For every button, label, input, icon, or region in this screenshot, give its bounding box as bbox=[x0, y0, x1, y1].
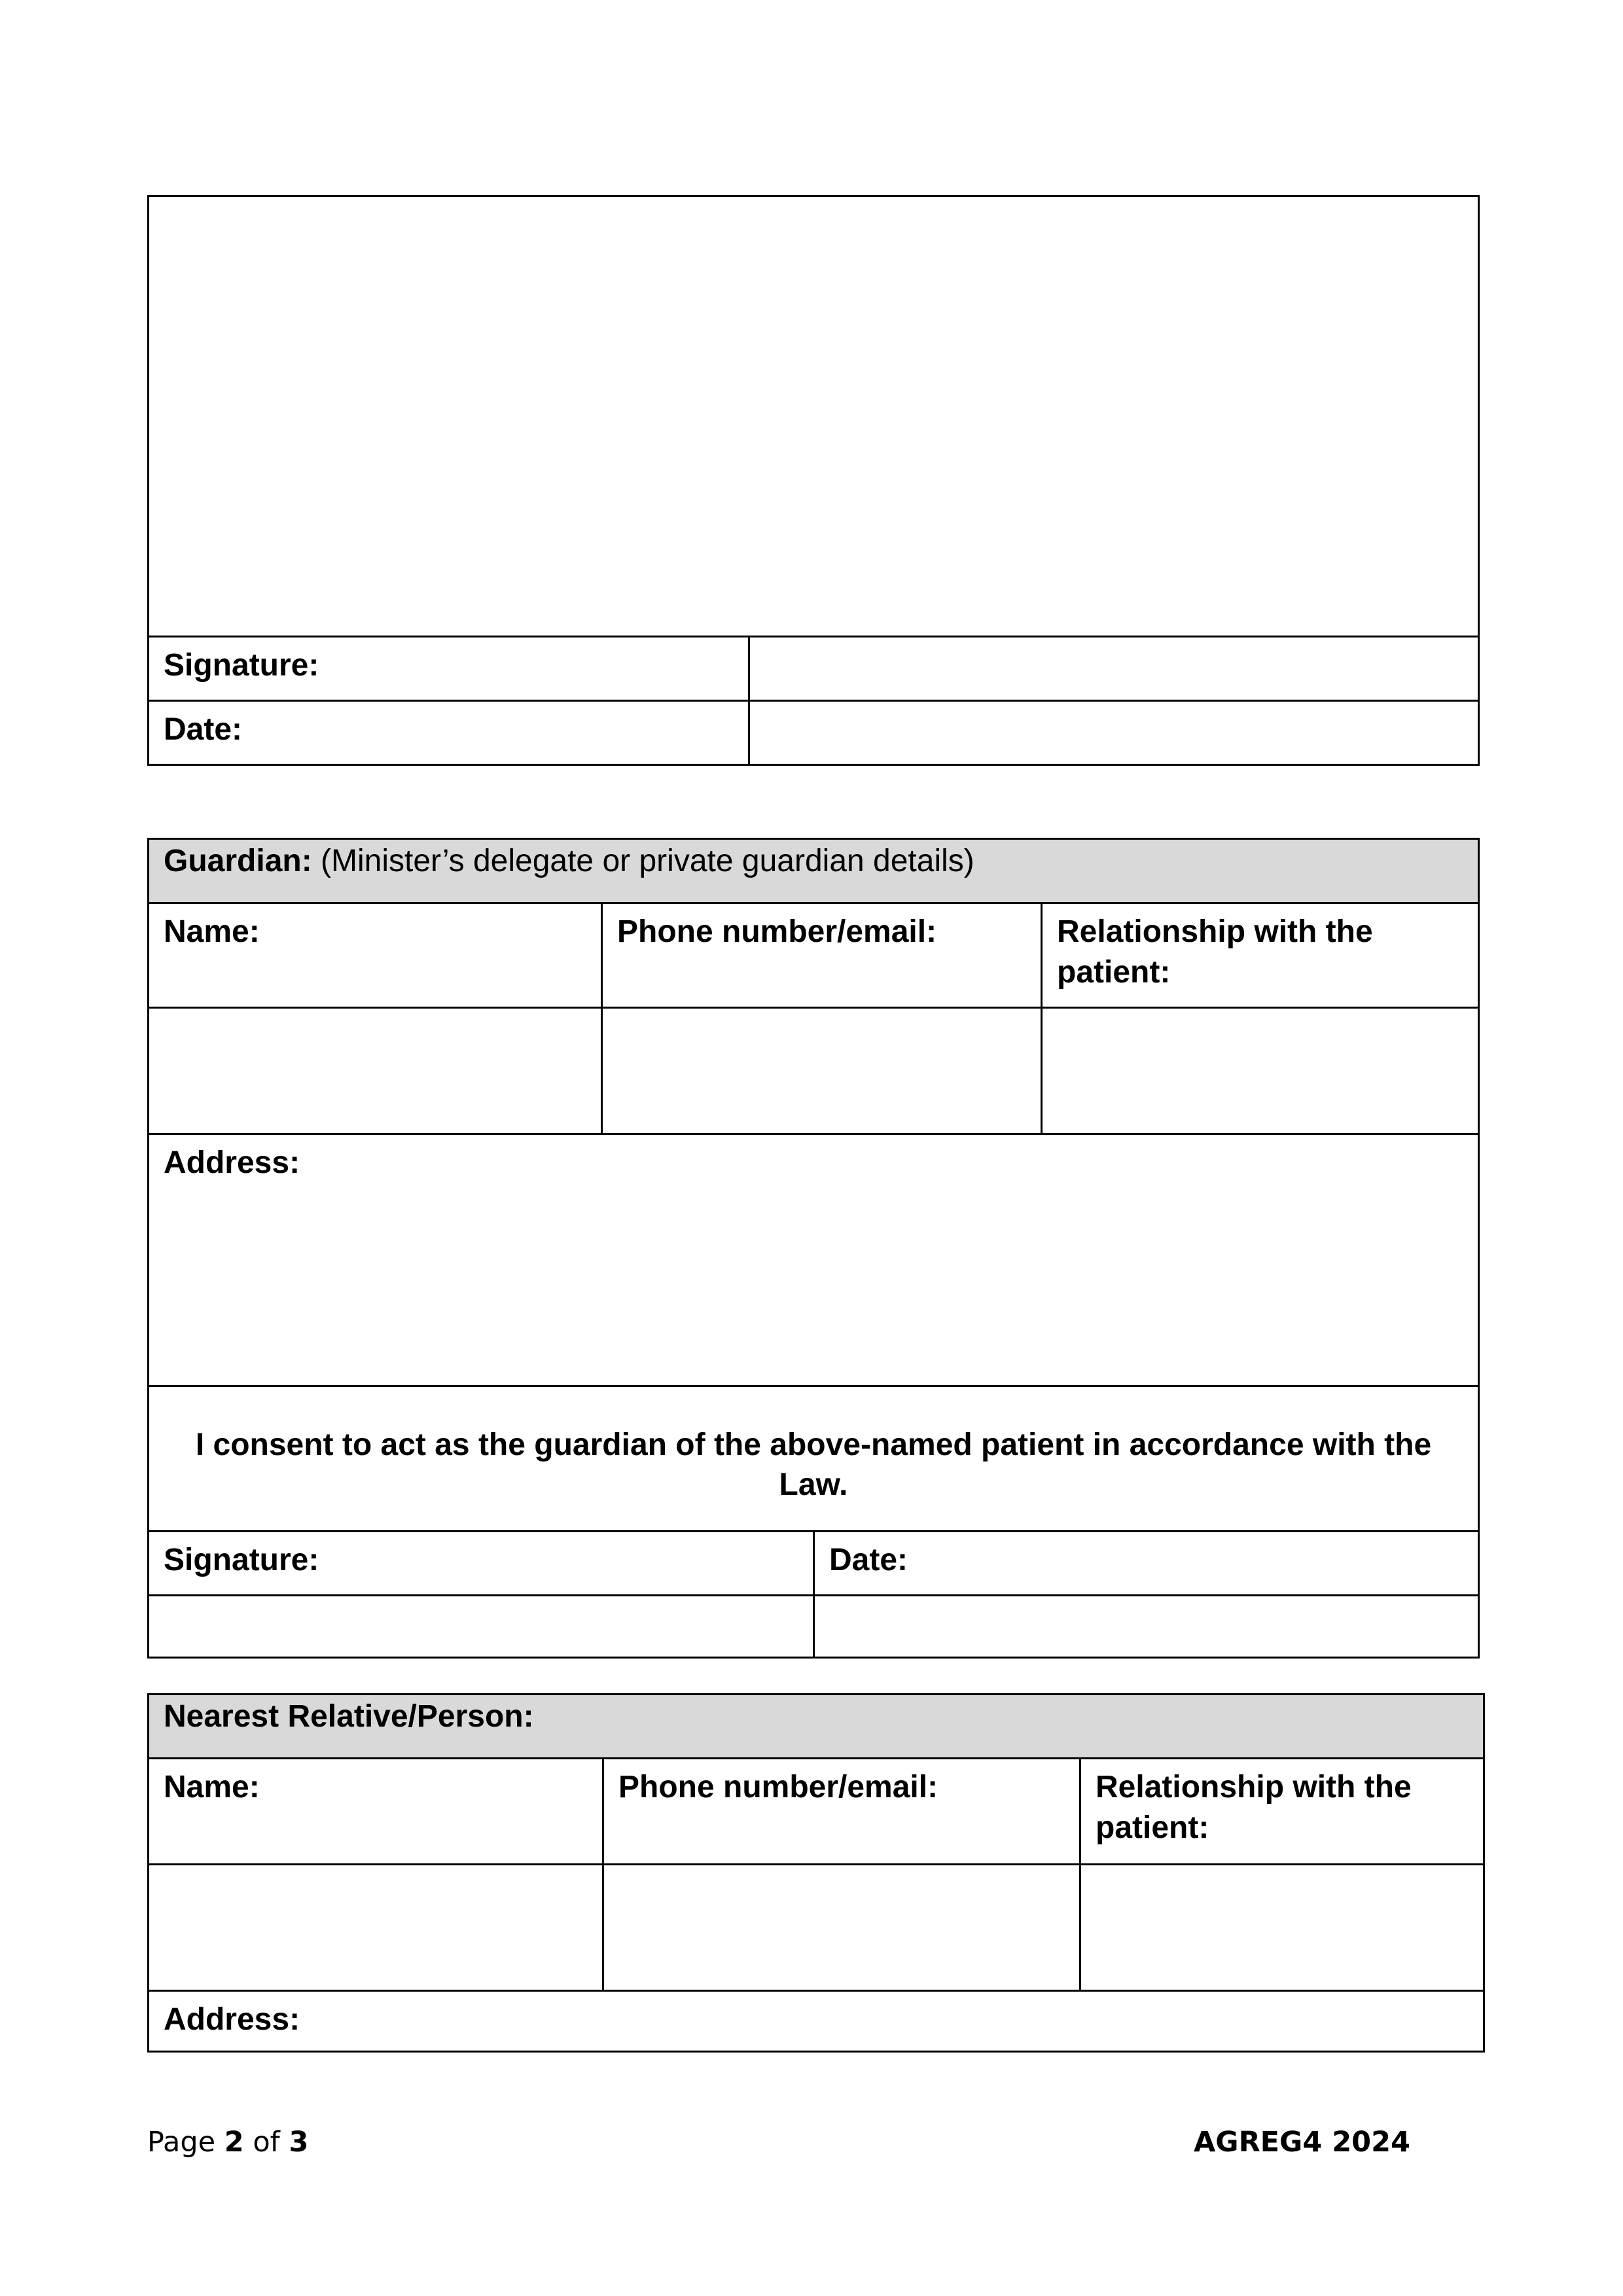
guardian-phone-field[interactable] bbox=[603, 1009, 1043, 1133]
relative-address-label: Address: bbox=[164, 2002, 300, 2037]
nearest-relative-table bbox=[147, 1693, 1485, 2053]
relative-name-field[interactable] bbox=[149, 1865, 604, 1990]
guardian-signature-field[interactable] bbox=[149, 1596, 815, 1657]
guardian-heading-note: (Minister’s delegate or private guardian details) bbox=[321, 844, 974, 878]
nearest-relative-heading: Nearest Relative/Person: bbox=[164, 1699, 534, 1734]
guardian-heading: Guardian: bbox=[164, 844, 312, 878]
relative-address-field[interactable] bbox=[149, 1992, 1483, 2051]
guardian-heading-row bbox=[149, 840, 1478, 904]
signature-table bbox=[147, 195, 1480, 766]
relative-phone-label: Phone number/email: bbox=[604, 1759, 1081, 1863]
guardian-consent-statement: I consent to act as the guardian of the above-named patient in accordance with the Law. bbox=[195, 1427, 1432, 1503]
relative-name-label: Name: bbox=[149, 1759, 604, 1863]
relative-phone-field[interactable] bbox=[604, 1865, 1081, 1990]
guardian-signature-label: Signature: bbox=[149, 1532, 815, 1594]
date-field[interactable] bbox=[750, 702, 1478, 764]
relative-relationship-label: Relationship with the patient: bbox=[1096, 1770, 1412, 1846]
relative-relationship-field[interactable] bbox=[1081, 1865, 1483, 1990]
guardian-date-field[interactable] bbox=[815, 1596, 1478, 1657]
guardian-phone-label: Phone number/email: bbox=[603, 904, 1043, 1007]
guardian-date-label: Date: bbox=[829, 1543, 908, 1577]
guardian-name-label: Name: bbox=[149, 904, 603, 1007]
signature-label: Signature: bbox=[149, 637, 750, 700]
guardian-table bbox=[147, 838, 1480, 1659]
nearest-relative-heading-row bbox=[149, 1695, 1483, 1759]
date-label: Date: bbox=[149, 702, 750, 764]
guardian-relationship-field[interactable] bbox=[1043, 1009, 1478, 1133]
page-number: Page 2 of 3 bbox=[147, 2126, 309, 2159]
guardian-relationship-label: Relationship with the patient: bbox=[1057, 914, 1373, 990]
form-code: AGREG4 2024 bbox=[1194, 2126, 1410, 2159]
free-text-area[interactable] bbox=[149, 197, 1478, 637]
guardian-address-label: Address: bbox=[164, 1145, 300, 1180]
guardian-name-field[interactable] bbox=[149, 1009, 603, 1133]
guardian-address-field[interactable] bbox=[149, 1135, 1478, 1385]
signature-field[interactable] bbox=[750, 637, 1478, 700]
